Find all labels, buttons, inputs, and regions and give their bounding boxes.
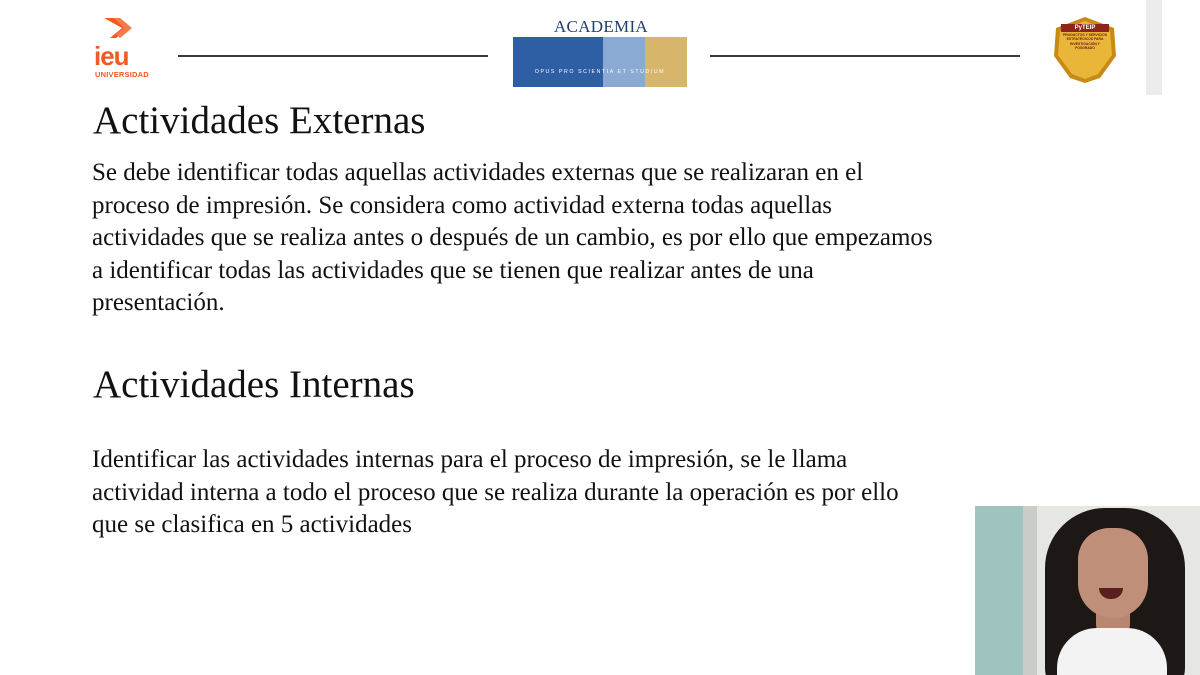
pyteip-badge [1050,16,1120,84]
header-divider-left [178,55,488,57]
ieu-logo [92,16,150,80]
presenter-video[interactable] [975,506,1200,675]
presenter-face [1078,528,1148,618]
section-body-externas: Se debe identificar todas aquellas actividades externas que se realizaran en el proceso de impresión. Se considera como actividad externa todas aquellas actividades que se realiza antes o después de un cambio, es por ello que empezamos a identificar todas las actividades que se tienen que realizar antes de una presentación. [92,159,933,316]
ieu-logo-subtitle: UNIVERSIDAD [95,70,149,79]
video-door-frame [1023,506,1037,675]
presenter-shirt [1057,628,1167,675]
section-body-internas: Identificar las actividades internas para el proceso de impresión, se le llama actividad interna a todo el proceso que se realiza durante la operación es por ello que se clasifica en 5 actividades [92,446,899,538]
section-heading-externas: Actividades Externas [93,99,426,142]
academia-journals-title: ACADEMIA [553,17,648,36]
ieu-mark-icon [102,16,140,44]
header-divider-right [710,55,1020,57]
badge-text: PRODUCTOS Y SERVICIOS ESTRATÉGICOS PARA INVESTIGACIÓN Y POSGRADO [1062,33,1108,51]
badge-label: PyTEIP [1074,25,1096,31]
section-heading-internas: Actividades Internas [93,363,415,406]
academia-journals-bands [513,37,687,87]
academia-journals-logo [513,17,687,77]
ieu-logo-text: ieu [94,41,129,71]
academia-journals-tagline: OPUS PRO SCIENTIA ET STUDIUM [534,69,666,75]
scrollbar-track[interactable] [1146,0,1162,95]
